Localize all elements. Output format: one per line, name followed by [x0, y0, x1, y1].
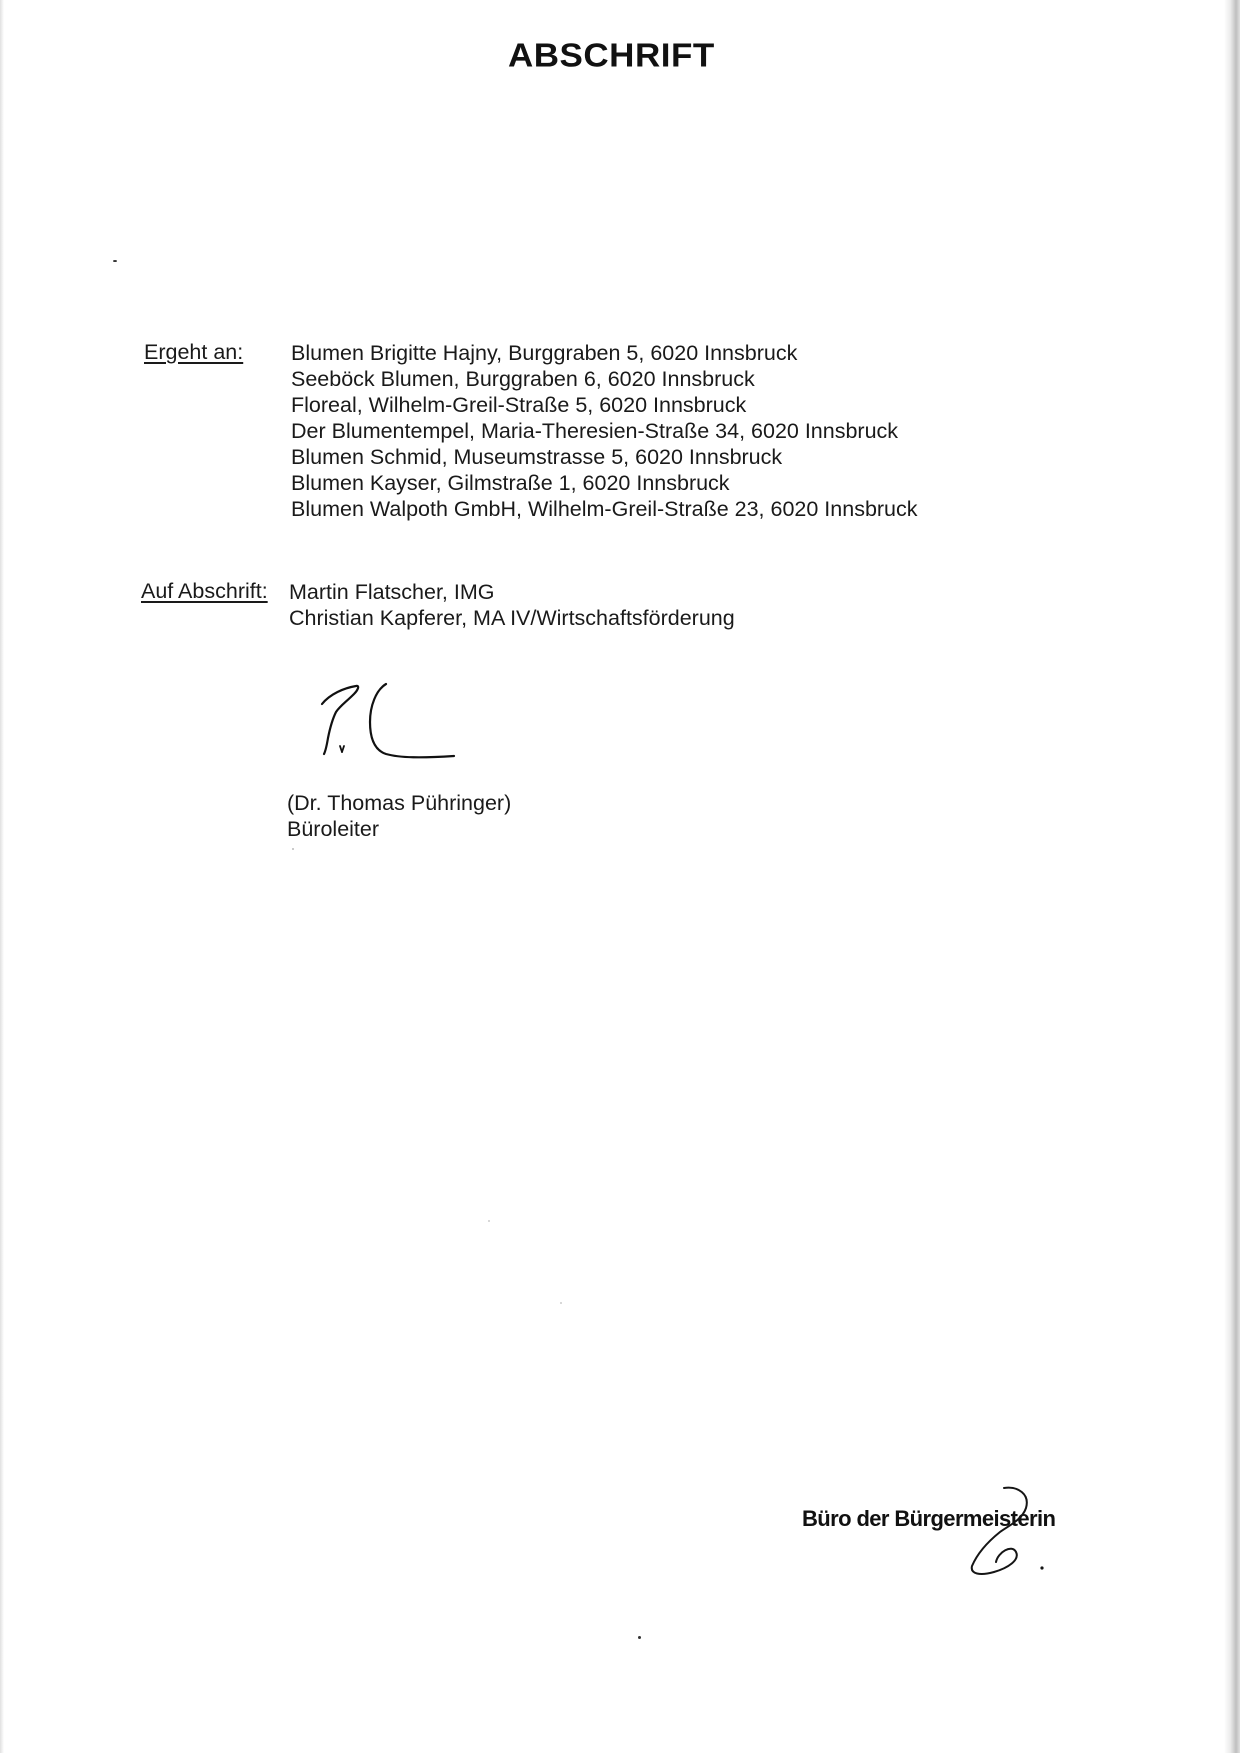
scan-speck — [113, 260, 117, 262]
scan-edge-left — [0, 0, 4, 1753]
copy-recipient-line: Christian Kapferer, MA IV/Wirtschaftsförderung — [289, 606, 735, 630]
recipient-line: Seeböck Blumen, Burggraben 6, 6020 Innsbruck — [291, 367, 755, 391]
recipient-line: Blumen Brigitte Hajny, Burggraben 5, 6020 Innsbruck — [291, 341, 798, 365]
copies-label: Auf Abschrift: — [141, 579, 268, 603]
handwritten-initial-mark — [960, 1480, 1050, 1585]
scan-speck — [488, 1220, 490, 1222]
signatory-block — [287, 790, 511, 842]
recipient-line: Der Blumentempel, Maria-Theresien-Straße 34, 6020 Innsbruck — [291, 419, 899, 443]
recipient-line: Blumen Walpoth GmbH, Wilhelm-Greil-Straße 23, 6020 Innsbruck — [291, 497, 918, 521]
copies-list — [289, 579, 735, 631]
handwritten-signature — [310, 676, 470, 776]
copy-recipient-line: Martin Flatscher, IMG — [289, 580, 495, 604]
recipients-label: Ergeht an: — [144, 340, 244, 364]
recipient-line: Blumen Schmid, Museumstrasse 5, 6020 Innsbruck — [291, 445, 783, 469]
scan-speck — [292, 848, 294, 850]
recipient-line: Floreal, Wilhelm-Greil-Straße 5, 6020 Innsbruck — [291, 393, 747, 417]
recipients-list — [291, 340, 918, 522]
recipient-line: Blumen Kayser, Gilmstraße 1, 6020 Innsbruck — [291, 471, 730, 495]
document-title-stamp: ABSCHRIFT — [508, 37, 715, 75]
scan-edge-right — [1224, 0, 1240, 1753]
signatory-name: (Dr. Thomas Pühringer) — [287, 791, 512, 815]
signatory-role: Büroleiter — [287, 817, 380, 841]
scan-speck — [638, 1636, 641, 1639]
scan-speck — [560, 1302, 562, 1304]
office-stamp: Büro der Bürgermeisterin — [802, 1506, 1056, 1531]
